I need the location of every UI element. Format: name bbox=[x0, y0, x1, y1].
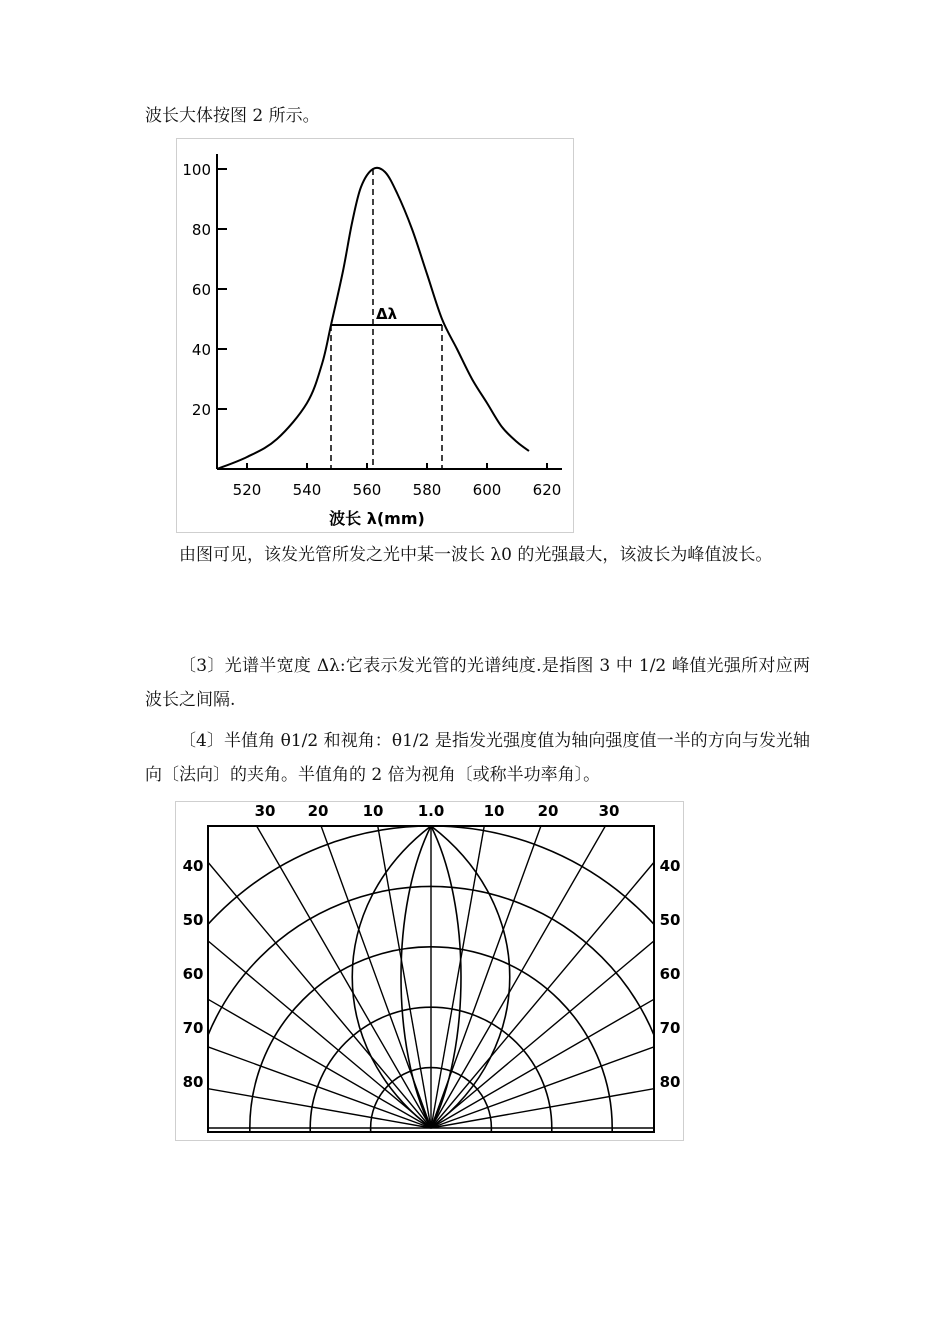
angle-label-top: 30 bbox=[254, 802, 276, 820]
angle-label-top: 30 bbox=[598, 802, 620, 820]
y-tick-label: 20 bbox=[191, 401, 211, 419]
delta-lambda-label: Δλ bbox=[376, 305, 398, 323]
angle-label-right: 70 bbox=[659, 1019, 681, 1037]
paragraph-half-angle: 〔4〕半值角 θ1/2 和视角：θ1/2 是指发光强度值为轴向强度值一半的方向与发光轴向〔法向〕的夹角。半值角的 2 倍为视角〔或称半功率角〕。 bbox=[145, 731, 810, 785]
x-tick-label: 580 bbox=[412, 481, 442, 499]
y-tick-label: 40 bbox=[191, 341, 211, 359]
polar-grid-radial bbox=[176, 858, 431, 1128]
x-tick-label: 520 bbox=[232, 481, 262, 499]
paragraph-intro: 波长大体按图 2 所示。 bbox=[145, 106, 320, 126]
x-tick-label: 600 bbox=[472, 481, 502, 499]
angle-label-right: 40 bbox=[659, 857, 681, 875]
radiation-pattern-figure bbox=[175, 801, 684, 1141]
angle-label-left: 50 bbox=[182, 911, 204, 929]
angle-label-right: 60 bbox=[659, 965, 681, 983]
polar-grid-radial bbox=[431, 858, 683, 1128]
angle-label-top: 10 bbox=[483, 802, 505, 820]
paragraph-peak-wavelength: 由图可见，该发光管所发之光中某一波长 λ0 的光强最大，该波长为峰值波长。 bbox=[179, 545, 773, 565]
angle-label-left: 70 bbox=[182, 1019, 204, 1037]
angle-label-top: 20 bbox=[537, 802, 559, 820]
spectrum-figure bbox=[176, 138, 574, 533]
angle-label-top: 1.0 bbox=[417, 802, 445, 820]
polar-grid-radial bbox=[431, 806, 683, 1128]
y-tick-label: 100 bbox=[182, 161, 211, 179]
x-tick-label: 560 bbox=[352, 481, 382, 499]
angle-label-left: 80 bbox=[182, 1073, 204, 1091]
radiation-pattern-chart bbox=[176, 802, 683, 1140]
angle-label-top: 10 bbox=[362, 802, 384, 820]
paragraph-spectral-width: 〔3〕光谱半宽度 Δλ:它表示发光管的光谱纯度.是指图 3 中 1/2 峰值光强所对应两波长之间隔. bbox=[145, 656, 810, 710]
angle-label-left: 40 bbox=[182, 857, 204, 875]
polar-grid-radial bbox=[431, 802, 575, 1128]
polar-grid-circle bbox=[176, 826, 683, 1140]
angle-label-right: 80 bbox=[659, 1073, 681, 1091]
polar-grid-radial bbox=[287, 802, 431, 1128]
x-tick-label: 620 bbox=[532, 481, 562, 499]
spectrum-chart bbox=[177, 139, 573, 532]
angle-label-left: 60 bbox=[182, 965, 204, 983]
y-tick-label: 80 bbox=[191, 221, 211, 239]
y-tick-label: 60 bbox=[191, 281, 211, 299]
x-axis-title: 波长 λ(mm) bbox=[329, 509, 425, 528]
x-tick-label: 540 bbox=[292, 481, 322, 499]
angle-label-top: 20 bbox=[307, 802, 329, 820]
angle-label-right: 50 bbox=[659, 911, 681, 929]
